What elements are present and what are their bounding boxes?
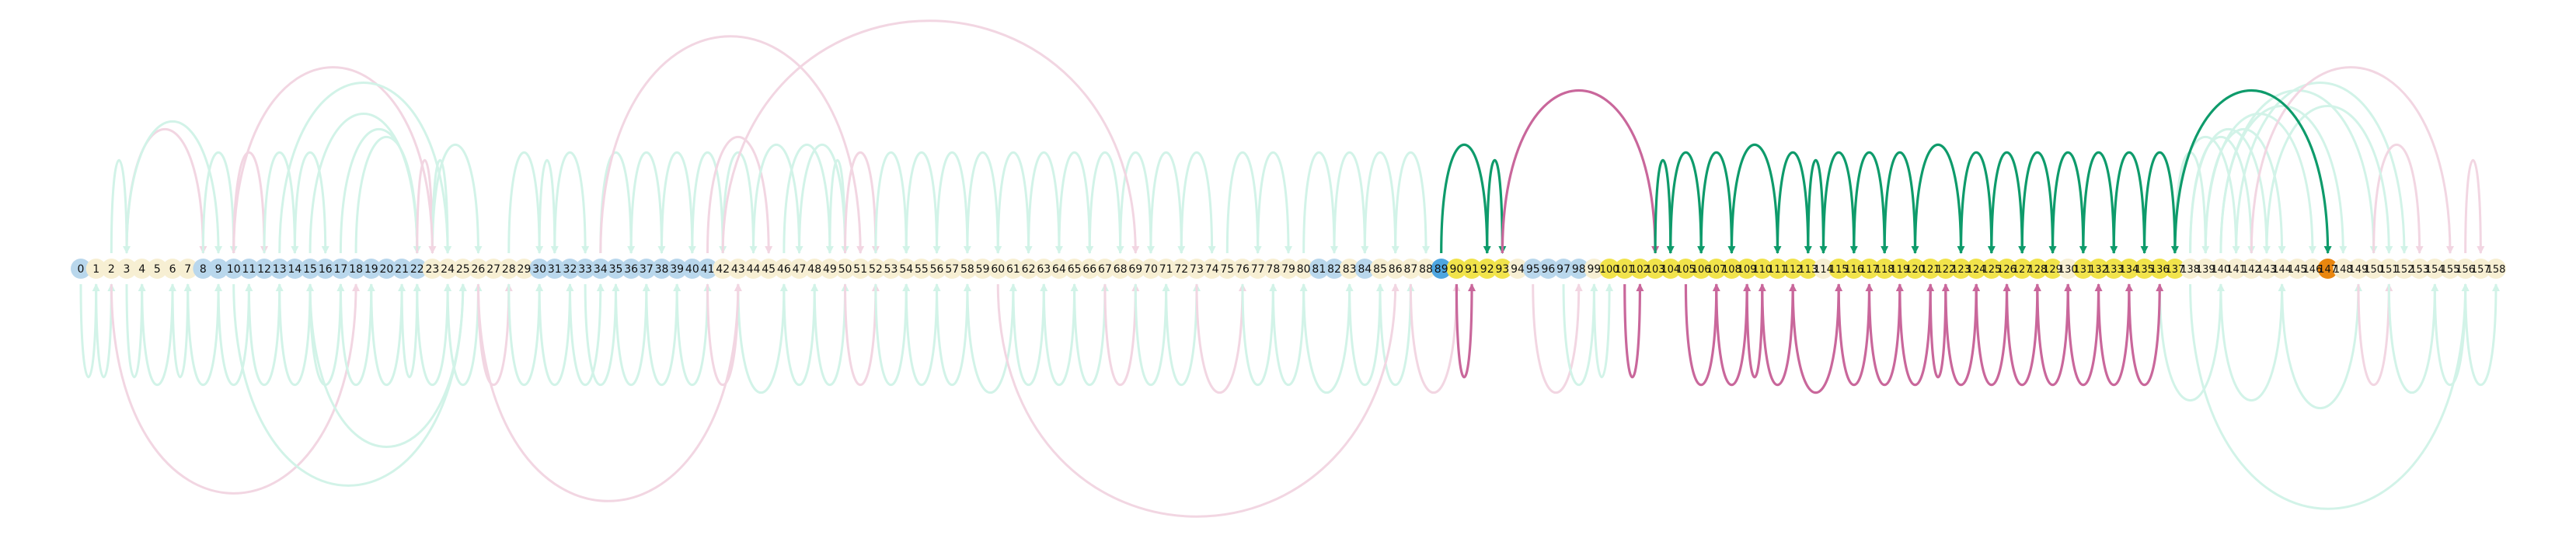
faded-arc-top	[937, 152, 967, 253]
faded-arc-bottom	[906, 284, 936, 385]
faded-arc-bottom	[738, 284, 784, 393]
node-label: 145	[2287, 264, 2307, 276]
node-label: 131	[2073, 264, 2093, 276]
faded-arc-bottom	[478, 284, 508, 385]
faded-arc-bottom	[1410, 284, 1456, 393]
node-label: 137	[2165, 264, 2185, 276]
faded-arc-bottom	[234, 284, 463, 485]
node-label: 95	[1525, 263, 1540, 276]
faded-arc-top	[2466, 160, 2481, 253]
node-label: 91	[1465, 263, 1479, 276]
node-label: 105	[1676, 264, 1696, 276]
node-label: 114	[1814, 264, 1833, 276]
node-label: 156	[2456, 264, 2476, 276]
faded-arc-bottom	[539, 284, 570, 385]
node-label: 63	[1037, 263, 1051, 276]
node-label: 47	[792, 263, 807, 276]
faded-arc-bottom	[1594, 284, 1609, 377]
node-label: 101	[1615, 264, 1635, 276]
active-arc-top	[1992, 152, 2022, 253]
node-label: 143	[2257, 264, 2277, 276]
node-label: 108	[1722, 264, 1741, 276]
node-label: 125	[1982, 264, 2002, 276]
node-label: 25	[455, 263, 470, 276]
node-label: 13	[272, 263, 287, 276]
node-label: 53	[884, 263, 898, 276]
node-label: 2	[107, 263, 115, 276]
faded-arc-bottom	[2435, 284, 2465, 385]
faded-arc-bottom	[1350, 284, 1380, 385]
node-label: 133	[2104, 264, 2124, 276]
node-label: 6	[169, 263, 176, 276]
node-label: 81	[1312, 263, 1326, 276]
node-label: 123	[1951, 264, 1971, 276]
node-label: 109	[1737, 264, 1757, 276]
node-label: 48	[807, 263, 822, 276]
node-label: 104	[1661, 264, 1681, 276]
node-label: 103	[1645, 264, 1665, 276]
faded-arc-top	[234, 152, 264, 253]
faded-arc-top	[340, 129, 417, 253]
faded-arc-bottom	[2221, 284, 2282, 401]
node-label: 32	[563, 263, 577, 276]
node-label: 124	[1966, 264, 1986, 276]
faded-arc-top	[539, 160, 555, 253]
node-label: 74	[1204, 263, 1219, 276]
node-label: 148	[2333, 264, 2353, 276]
active-arc-bottom	[1456, 284, 1472, 377]
faded-arc-bottom	[310, 284, 463, 446]
active-arc-top	[1487, 160, 1503, 253]
active-arc-bottom	[1869, 284, 1899, 385]
node-label: 115	[1828, 264, 1849, 276]
node-label: 58	[960, 263, 974, 276]
active-arc-top	[1854, 152, 1884, 253]
node-label: 1	[92, 263, 100, 276]
faded-arc-bottom	[1304, 284, 1350, 393]
active-arc-top	[1884, 152, 1915, 253]
faded-arc-top	[708, 137, 769, 253]
faded-arc-bottom	[1243, 284, 1273, 385]
node-label: 57	[945, 263, 960, 276]
node-label: 30	[532, 263, 547, 276]
node-label: 64	[1052, 263, 1066, 276]
node-label: 77	[1250, 263, 1265, 276]
node-label: 79	[1281, 263, 1295, 276]
node-label: 126	[1997, 264, 2017, 276]
active-arc-top	[1961, 152, 1992, 253]
node-label: 154	[2424, 264, 2445, 276]
faded-arc-top	[127, 121, 218, 253]
node-label: 98	[1571, 263, 1586, 276]
node-label: 140	[2211, 264, 2231, 276]
node-label: 60	[991, 263, 1006, 276]
node-label: 59	[975, 263, 990, 276]
faded-arc-bottom	[1044, 284, 1074, 385]
faded-arc-top	[1258, 152, 1288, 253]
node-label: 15	[303, 263, 317, 276]
node-label: 118	[1874, 264, 1895, 276]
node-label: 139	[2195, 264, 2215, 276]
node-label: 146	[2302, 264, 2323, 276]
faded-arc-bottom	[310, 284, 340, 385]
active-arc-bottom	[2099, 284, 2129, 385]
node-label: 107	[1706, 264, 1727, 276]
node-label: 102	[1630, 264, 1650, 276]
node-label: 142	[2241, 264, 2261, 276]
node-label: 149	[2348, 264, 2369, 276]
node-label: 52	[868, 263, 883, 276]
node-label: 46	[776, 263, 791, 276]
node-label: 78	[1266, 263, 1281, 276]
node-label: 117	[1860, 264, 1879, 276]
faded-arc-bottom	[371, 284, 402, 385]
node-label: 120	[1905, 264, 1925, 276]
active-arc-top	[1915, 144, 1961, 253]
node-label: 8	[199, 263, 207, 276]
node-label: 0	[77, 263, 85, 276]
active-arc-bottom	[1625, 284, 1640, 377]
node-label: 22	[410, 263, 424, 276]
node-label: 150	[2364, 264, 2384, 276]
active-arc-bottom	[1839, 284, 1869, 385]
active-arc-top	[1777, 152, 1807, 253]
node-label: 155	[2440, 264, 2460, 276]
node-label: 17	[333, 263, 348, 276]
faded-arc-bottom	[1013, 284, 1044, 385]
node-label: 69	[1128, 263, 1143, 276]
node-label: 83	[1342, 263, 1357, 276]
faded-arc-top	[876, 152, 906, 253]
faded-arc-top	[1396, 152, 1426, 253]
faded-arc-top	[555, 152, 585, 253]
node-label: 92	[1480, 263, 1494, 276]
node-label: 55	[914, 263, 929, 276]
node-label: 7	[184, 263, 192, 276]
faded-arc-bottom	[615, 284, 646, 385]
node-label: 89	[1434, 263, 1448, 276]
faded-arc-top	[111, 160, 127, 253]
faded-arc-bottom	[417, 284, 448, 385]
faded-arc-bottom	[708, 284, 738, 385]
faded-arc-bottom	[509, 284, 539, 385]
node-label: 111	[1768, 264, 1787, 276]
node-label: 112	[1783, 264, 1803, 276]
node-label: 9	[214, 263, 222, 276]
node-label: 116	[1844, 264, 1864, 276]
node-label: 76	[1236, 263, 1250, 276]
faded-arc-bottom	[127, 284, 142, 377]
node-label: 38	[654, 263, 669, 276]
faded-arc-top	[906, 152, 936, 253]
faded-arc-bottom	[784, 284, 814, 385]
faded-arc-top	[1089, 152, 1120, 253]
node-label: 66	[1082, 263, 1097, 276]
node-label: 70	[1144, 263, 1158, 276]
active-arc-top	[2145, 152, 2175, 253]
node-label: 94	[1511, 263, 1525, 276]
node-label: 121	[1920, 264, 1940, 276]
node-label: 14	[288, 263, 302, 276]
node-label: 4	[138, 263, 146, 276]
faded-arc-top	[784, 144, 830, 253]
active-arc-top	[1655, 160, 1671, 253]
active-arc-bottom	[1747, 284, 1762, 377]
active-arc-bottom	[1976, 284, 2006, 385]
node-label: 151	[2379, 264, 2399, 276]
node-label: 106	[1691, 264, 1711, 276]
faded-arc-bottom	[1197, 284, 1243, 393]
node-label: 27	[486, 263, 501, 276]
node-label: 42	[716, 263, 730, 276]
active-arc-bottom	[1930, 284, 1946, 377]
faded-arc-bottom	[188, 284, 218, 385]
active-arc-bottom	[1717, 284, 1747, 385]
faded-arc-bottom	[2389, 284, 2435, 393]
node-label: 73	[1190, 263, 1204, 276]
active-arc-bottom	[2068, 284, 2098, 385]
node-label: 153	[2410, 264, 2430, 276]
active-arc-bottom	[1900, 284, 1930, 385]
node-label: 88	[1419, 263, 1433, 276]
active-arc-top	[1502, 91, 1655, 253]
faded-arc-bottom	[81, 284, 96, 377]
active-arc-top	[1731, 144, 1777, 253]
active-arc-bottom	[2129, 284, 2159, 385]
node-label: 16	[318, 263, 333, 276]
node-label: 152	[2394, 264, 2414, 276]
faded-arc-top	[127, 129, 203, 253]
node-label: 135	[2135, 264, 2154, 276]
node-label: 72	[1174, 263, 1189, 276]
node-label: 3	[123, 263, 131, 276]
faded-arc-bottom	[402, 284, 417, 377]
node-label: 71	[1159, 263, 1173, 276]
node-label: 43	[730, 263, 745, 276]
node-label: 29	[517, 263, 532, 276]
node-label: 44	[746, 263, 761, 276]
node-label: 41	[700, 263, 715, 276]
node-label: 21	[395, 263, 410, 276]
faded-arc-top	[1304, 152, 1334, 253]
node-label: 99	[1587, 263, 1602, 276]
faded-arc-bottom	[876, 284, 906, 385]
node-label: 61	[1006, 263, 1020, 276]
faded-arc-bottom	[478, 284, 737, 501]
node-label: 23	[425, 263, 440, 276]
node-label: 80	[1296, 263, 1311, 276]
node-label: 11	[242, 263, 256, 276]
faded-arc-top	[601, 152, 631, 253]
active-arc-bottom	[1762, 284, 1793, 385]
active-arc-top	[1823, 152, 1853, 253]
node-label: 20	[379, 263, 394, 276]
node-label: 19	[364, 263, 378, 276]
node-label: 141	[2226, 264, 2247, 276]
node-label: 33	[578, 263, 593, 276]
faded-arc-bottom	[2466, 284, 2496, 385]
faded-arc-bottom	[845, 284, 876, 385]
node-label: 12	[257, 263, 271, 276]
faded-arc-bottom	[967, 284, 1013, 393]
faded-arc-top	[1365, 152, 1395, 253]
node-label: 113	[1798, 264, 1818, 276]
node-label: 96	[1541, 263, 1556, 276]
active-arc-bottom	[2037, 284, 2068, 385]
faded-arc-bottom	[647, 284, 677, 385]
node-label: 62	[1021, 263, 1036, 276]
active-arc-bottom	[1793, 284, 1839, 393]
node-label: 157	[2470, 264, 2491, 276]
node-label: 147	[2318, 264, 2338, 276]
faded-arc-bottom	[249, 284, 279, 385]
node-label: 97	[1556, 263, 1570, 276]
faded-arc-top	[1029, 152, 1059, 253]
node-label: 18	[349, 263, 363, 276]
node-label: 24	[441, 263, 455, 276]
node-label: 130	[2058, 264, 2078, 276]
node-label: 128	[2027, 264, 2048, 276]
active-arc-top	[1441, 144, 1487, 253]
node-label: 132	[2089, 264, 2108, 276]
node-label: 90	[1449, 263, 1464, 276]
faded-arc-bottom	[2191, 284, 2466, 509]
node-label: 144	[2272, 264, 2292, 276]
active-arc-bottom	[1946, 284, 1976, 385]
active-arc-bottom	[1685, 284, 1716, 385]
node-label: 87	[1403, 263, 1418, 276]
faded-arc-bottom	[280, 284, 310, 385]
node-label: 5	[153, 263, 161, 276]
faded-arc-bottom	[142, 284, 173, 385]
faded-arc-top	[1334, 152, 1365, 253]
node-label: 100	[1599, 264, 1619, 276]
node-label: 136	[2149, 264, 2170, 276]
node-label: 68	[1113, 263, 1128, 276]
faded-arc-bottom	[937, 284, 967, 385]
node-label: 35	[608, 263, 623, 276]
faded-arc-top	[356, 137, 417, 253]
node-label: 28	[501, 263, 516, 276]
node-label: 134	[2119, 264, 2139, 276]
faded-arc-bottom	[814, 284, 845, 385]
faded-arc-top	[1059, 152, 1089, 253]
active-arc-top	[1808, 160, 1824, 253]
node-label: 122	[1936, 264, 1956, 276]
faded-arc-bottom	[2282, 284, 2358, 408]
node-label: 84	[1358, 263, 1372, 276]
faded-arc-top	[1151, 152, 1181, 253]
faded-arc-bottom	[677, 284, 707, 385]
node-label: 39	[670, 263, 685, 276]
node-label: 31	[547, 263, 562, 276]
faded-arc-top	[631, 152, 661, 253]
node-label: 82	[1327, 263, 1341, 276]
faded-arc-top	[509, 152, 539, 253]
active-arc-top	[2053, 152, 2083, 253]
node-label: 65	[1067, 263, 1082, 276]
node-label: 75	[1220, 263, 1235, 276]
node-label: 67	[1098, 263, 1112, 276]
node-label: 40	[685, 263, 699, 276]
node-label: 129	[2043, 264, 2062, 276]
node-label: 119	[1890, 264, 1910, 276]
node-label: 86	[1388, 263, 1403, 276]
node-label: 85	[1373, 263, 1387, 276]
faded-arc-top	[754, 144, 800, 253]
node-label: 36	[624, 263, 639, 276]
node-label: 110	[1752, 264, 1773, 276]
node-label: 49	[822, 263, 837, 276]
faded-arc-top	[998, 152, 1028, 253]
faded-arc-top	[967, 152, 998, 253]
faded-arc-bottom	[1105, 284, 1135, 385]
node-label: 56	[929, 263, 944, 276]
faded-arc-bottom	[173, 284, 188, 377]
faded-arc-bottom	[1273, 284, 1303, 385]
node-label: 10	[226, 263, 241, 276]
node-label: 158	[2486, 264, 2506, 276]
node-label: 50	[838, 263, 852, 276]
faded-arc-bottom	[1166, 284, 1197, 385]
active-arc-top	[2022, 152, 2052, 253]
node-label: 93	[1495, 263, 1510, 276]
faded-arc-bottom	[1135, 284, 1166, 385]
nodes-layer	[71, 259, 2506, 279]
faded-arc-bottom	[2358, 284, 2389, 385]
active-arc-top	[2114, 152, 2144, 253]
node-label: 127	[2012, 264, 2032, 276]
active-arc-top	[2083, 152, 2114, 253]
faded-arc-top	[1181, 152, 1211, 253]
faded-arc-bottom	[96, 284, 112, 377]
node-label: 26	[471, 263, 486, 276]
node-label: 34	[593, 263, 608, 276]
node-label: 54	[899, 263, 914, 276]
active-arc-top	[1701, 152, 1731, 253]
node-label: 45	[762, 263, 776, 276]
faded-arc-bottom	[1075, 284, 1105, 385]
faded-arc-top	[2374, 144, 2420, 253]
node-label: 138	[2180, 264, 2200, 276]
node-label: 51	[853, 263, 868, 276]
active-arc-bottom	[2007, 284, 2037, 385]
faded-arc-top	[661, 152, 692, 253]
node-label: 37	[639, 263, 654, 276]
faded-arc-top	[1227, 152, 1257, 253]
active-arc-top	[1671, 152, 1701, 253]
